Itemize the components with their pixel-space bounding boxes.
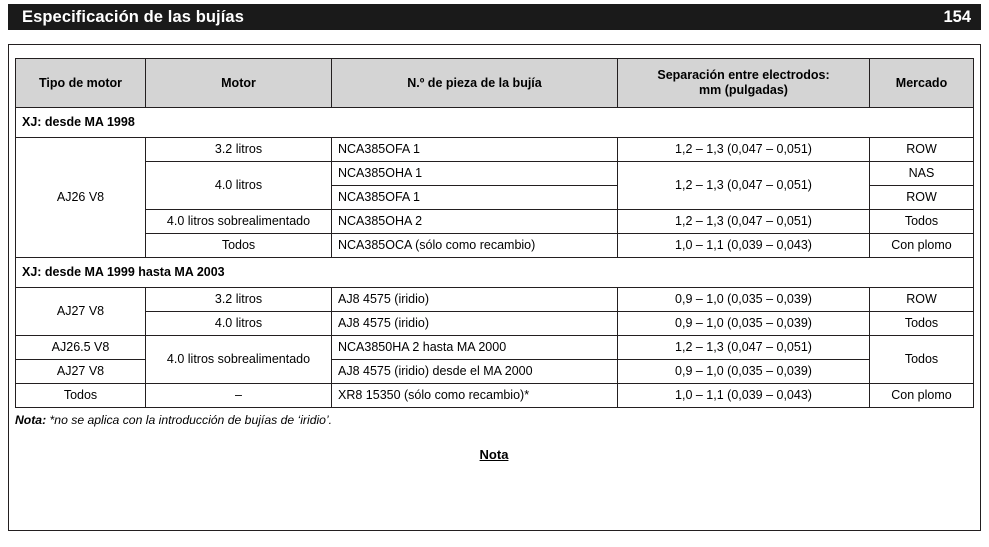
section-title-2: XJ: desde MA 1999 hasta MA 2003 [16, 258, 974, 288]
table-header-row [16, 59, 974, 108]
cell-engine: – [146, 384, 332, 408]
cell-engine: 4.0 litros sobrealimentado [146, 210, 332, 234]
cell-market: ROW [870, 186, 974, 210]
table-row [16, 210, 974, 234]
cell-gap: 0,9 – 1,0 (0,035 – 0,039) [618, 288, 870, 312]
column-header-electrode-gap-line2: mm (pulgadas) [699, 83, 788, 97]
cell-engine: 4.0 litros [146, 312, 332, 336]
cell-engine-type: AJ26 V8 [16, 138, 146, 258]
cell-gap: 1,2 – 1,3 (0,047 – 0,051) [618, 162, 870, 210]
cell-part-number: AJ8 4575 (iridio) [332, 312, 618, 336]
table-row [16, 336, 974, 360]
column-header-electrode-gap [618, 59, 870, 108]
page-title: Especificación de las bujías [22, 7, 244, 26]
column-header-engine-type: Tipo de motor [16, 59, 146, 108]
column-header-engine: Motor [146, 59, 332, 108]
table-row [16, 162, 974, 186]
cell-part-number: NCA385OHA 1 [332, 162, 618, 186]
column-header-part-number: N.º de pieza de la bujía [332, 59, 618, 108]
cell-market: Todos [870, 210, 974, 234]
table-row [16, 138, 974, 162]
cell-gap: 0,9 – 1,0 (0,035 – 0,039) [618, 312, 870, 336]
footnote-label: Nota: [15, 413, 47, 427]
cell-gap: 1,2 – 1,3 (0,047 – 0,051) [618, 138, 870, 162]
cell-gap: 1,0 – 1,1 (0,039 – 0,043) [618, 234, 870, 258]
table-row [16, 288, 974, 312]
note-heading: Nota [479, 447, 509, 462]
cell-gap: 1,2 – 1,3 (0,047 – 0,051) [618, 210, 870, 234]
cell-market: Con plomo [870, 234, 974, 258]
cell-engine: 4.0 litros [146, 162, 332, 210]
content-frame [8, 44, 981, 531]
table-header [16, 59, 974, 108]
column-header-market: Mercado [870, 59, 974, 108]
cell-part-number: NCA385OCA (sólo como recambio) [332, 234, 618, 258]
cell-part-number: NCA3850HA 2 hasta MA 2000 [332, 336, 618, 360]
cell-part-number: NCA385OFA 1 [332, 186, 618, 210]
table-footnote [15, 413, 973, 427]
cell-engine-type: AJ27 V8 [16, 360, 146, 384]
table-row [16, 312, 974, 336]
table-section-row [16, 108, 974, 138]
cell-part-number: AJ8 4575 (iridio) desde el MA 2000 [332, 360, 618, 384]
table-row [16, 234, 974, 258]
table-row [16, 384, 974, 408]
table-body [16, 108, 974, 408]
cell-market: Con plomo [870, 384, 974, 408]
cell-part-number: AJ8 4575 (iridio) [332, 288, 618, 312]
cell-part-number: NCA385OHA 2 [332, 210, 618, 234]
column-header-electrode-gap-line1: Separación entre electrodos: [657, 68, 830, 82]
cell-gap: 1,2 – 1,3 (0,047 – 0,051) [618, 336, 870, 360]
cell-engine: 3.2 litros [146, 288, 332, 312]
cell-gap: 0,9 – 1,0 (0,035 – 0,039) [618, 360, 870, 384]
cell-part-number: NCA385OFA 1 [332, 138, 618, 162]
cell-engine-type: AJ27 V8 [16, 288, 146, 336]
cell-market: Todos [870, 336, 974, 384]
footnote-text: *no se aplica con la introducción de bujías de ‘iridio’. [46, 413, 333, 427]
table-section-row [16, 258, 974, 288]
cell-engine: 3.2 litros [146, 138, 332, 162]
cell-engine-type: Todos [16, 384, 146, 408]
cell-market: ROW [870, 138, 974, 162]
content-inner [15, 58, 973, 462]
page-number: 154 [943, 7, 971, 26]
cell-engine-type: AJ26.5 V8 [16, 336, 146, 360]
cell-engine: Todos [146, 234, 332, 258]
cell-market: ROW [870, 288, 974, 312]
spark-plug-specification-table [15, 58, 974, 408]
page-header [8, 4, 981, 30]
cell-engine: 4.0 litros sobrealimentado [146, 336, 332, 384]
cell-part-number: XR8 15350 (sólo como recambio)* [332, 384, 618, 408]
cell-market: NAS [870, 162, 974, 186]
cell-market: Todos [870, 312, 974, 336]
cell-gap: 1,0 – 1,1 (0,039 – 0,043) [618, 384, 870, 408]
section-title-1: XJ: desde MA 1998 [16, 108, 974, 138]
